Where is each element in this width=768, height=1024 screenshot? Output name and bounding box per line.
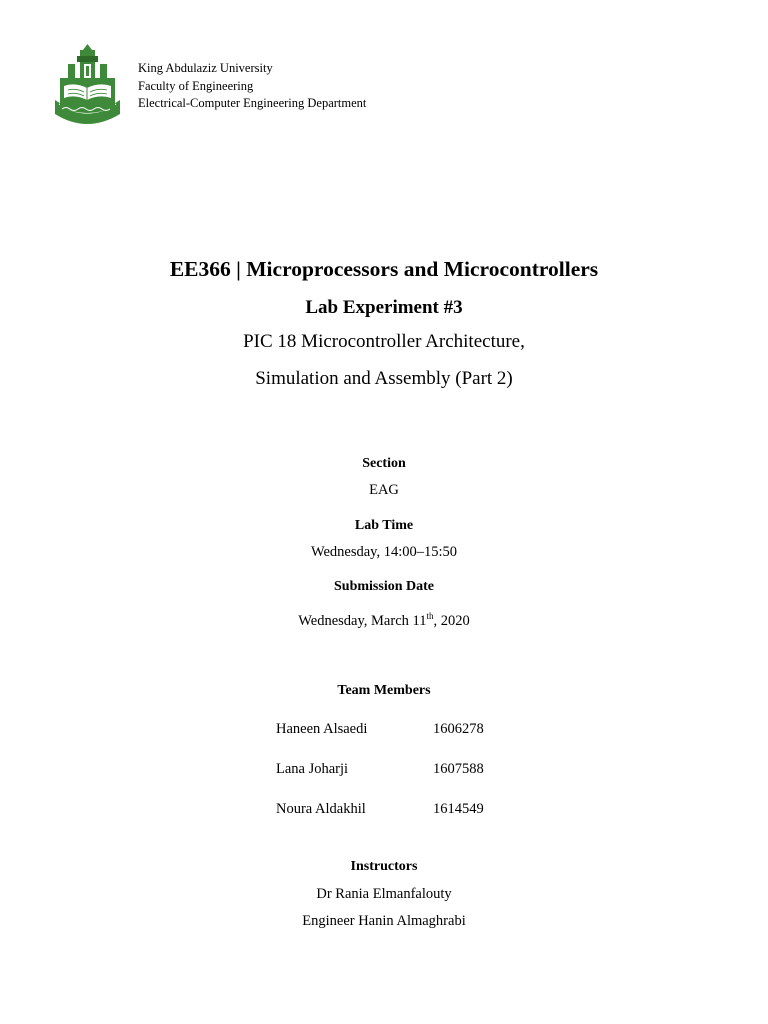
lab-subtitle-line-2: Simulation and Assembly (Part 2) [255,368,513,389]
lab-time-value: Wednesday, 14:00–15:50 [310,544,458,560]
submission-date-year: , 2020 [433,613,470,629]
instructor-name: Dr Rania Elmanfalouty [316,886,452,902]
section-label: Section [362,456,406,471]
department-name: Electrical-Computer Engineering Department [138,96,367,110]
member-id: 1606278 [433,721,484,737]
team-member-row [276,801,536,821]
course-title: EE366 | Microprocessors and Microcontrollers [169,257,599,281]
team-members-label: Team Members [337,683,431,698]
university-name: King Abdulaziz University [138,61,273,75]
member-name: Haneen Alsaedi [276,721,368,737]
team-member-row [276,761,536,781]
instructors-label: Instructors [350,859,418,874]
faculty-name: Faculty of Engineering [138,78,254,93]
lab-experiment-title: Lab Experiment #3 [305,297,463,318]
university-logo [50,42,125,128]
lab-time-label: Lab Time [354,518,414,533]
lab-subtitle-line-1: PIC 18 Microcontroller Architecture, [243,331,525,352]
submission-date-value [0,613,768,630]
institution-header [138,60,366,113]
instructor-name: Engineer Hanin Almaghrabi [302,913,466,929]
section-value: EAG [369,482,399,498]
submission-date-main: Wednesday, March 11 [298,613,427,629]
member-name: Lana Joharji [276,761,349,777]
member-id: 1607588 [433,761,484,777]
submission-date-ordinal: th [426,611,434,622]
submission-date-label: Submission Date [334,579,434,594]
member-id: 1614549 [433,801,484,817]
member-name: Noura Aldakhil [276,801,366,817]
team-member-row [276,721,536,741]
